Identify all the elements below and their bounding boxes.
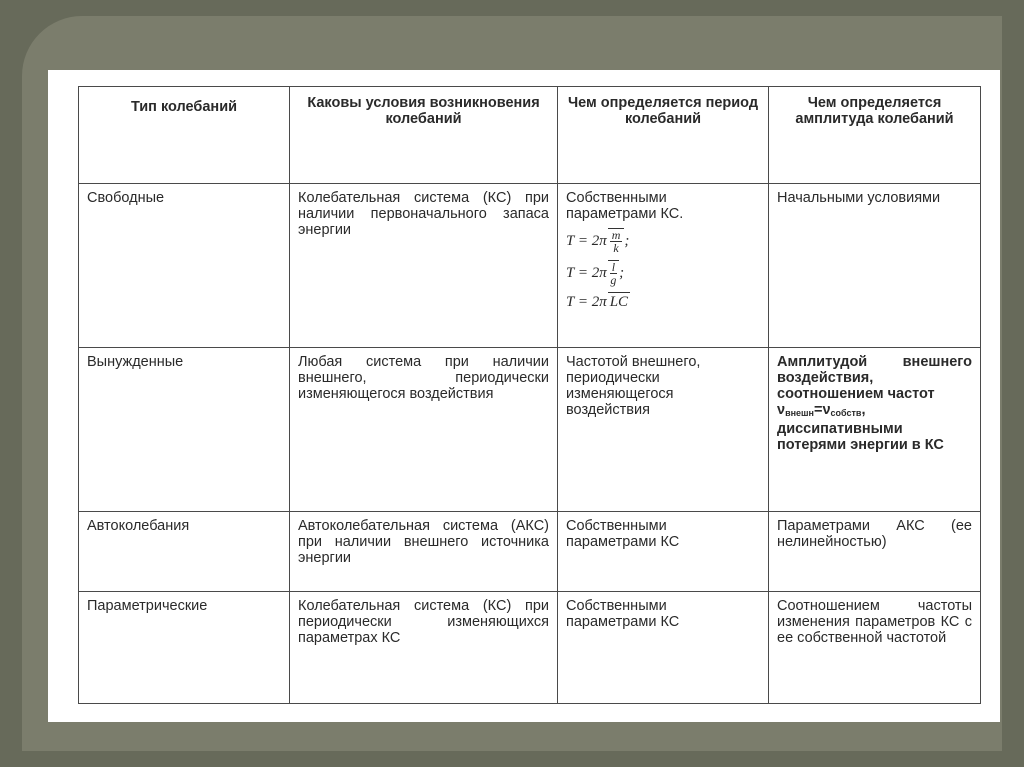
header-amplitude: Чем определяется амплитуда колебаний [769,87,981,184]
oscillation-types-table [78,86,981,704]
row-conditions: Колебательная система (КС) при периодически изменяющихся параметрах КС [290,592,558,704]
formula-den: k [613,241,619,255]
row-period: Частотой внешнего, периодически изменяющегося воздействия [558,348,769,512]
formula-prefix: T = 2π [566,294,607,310]
header-type: Тип колебаний [79,87,290,184]
formula-math-pendulum: T = 2π $\frac{l}{g}$ ; [566,260,625,287]
table-row [79,512,981,592]
row-type: Параметрические [79,592,290,704]
formula-radicand: LC [609,294,629,310]
formula-lc-circuit [566,292,760,311]
formula-num: l [611,260,616,274]
table-row [79,348,981,512]
row-amplitude: Соотношением частоты изменения параметров КС с ее собственной частотой [769,592,981,704]
period-text: Собственными параметрами КС. [566,190,684,222]
row-amplitude: Параметрами АКС (ее нелинейностью) [769,512,981,592]
row-amplitude [769,348,981,512]
row-type: Вынужденные [79,348,290,512]
formula-num: m [611,228,621,242]
row-type: Свободные [79,184,290,348]
nu-own-sub: собств [830,408,862,418]
table-row [79,184,981,348]
row-period: Собственными параметрами КС [558,512,769,592]
amplitude-text-losses: диссипативными потерями энергии в КС [777,421,944,453]
row-amplitude: Начальными условиями [769,184,981,348]
formula-prefix: T = 2π [566,232,607,249]
table-header-row [79,87,981,184]
frequency-ratio: $\nu_{внешн}=\nu_{собств}$, [777,402,866,418]
header-period: Чем определяется период колебаний [558,87,769,184]
row-period [558,184,769,348]
row-conditions: Колебательная система (КС) при наличии первоначального запаса энергии [290,184,558,348]
slide-content [48,70,1000,722]
formula-spring-pendulum: T = 2π $\frac{m}{k}$ ; [566,228,630,255]
formula-den: g [610,273,617,287]
formula-prefix: T = 2π [566,264,607,281]
row-conditions: Автоколебательная система (АКС) при наличии внешнего источника энергии [290,512,558,592]
row-period: Собственными параметрами КС [558,592,769,704]
nu-external-sub: внешн [785,408,814,418]
amplitude-text: Амплитудой внешнего воздействия, соотношением частот [777,354,972,402]
row-type: Автоколебания [79,512,290,592]
header-conditions: Каковы условия возникновения колебаний [290,87,558,184]
table-row [79,592,981,704]
row-conditions: Любая система при наличии внешнего, периодически изменяющегося воздействия [290,348,558,512]
